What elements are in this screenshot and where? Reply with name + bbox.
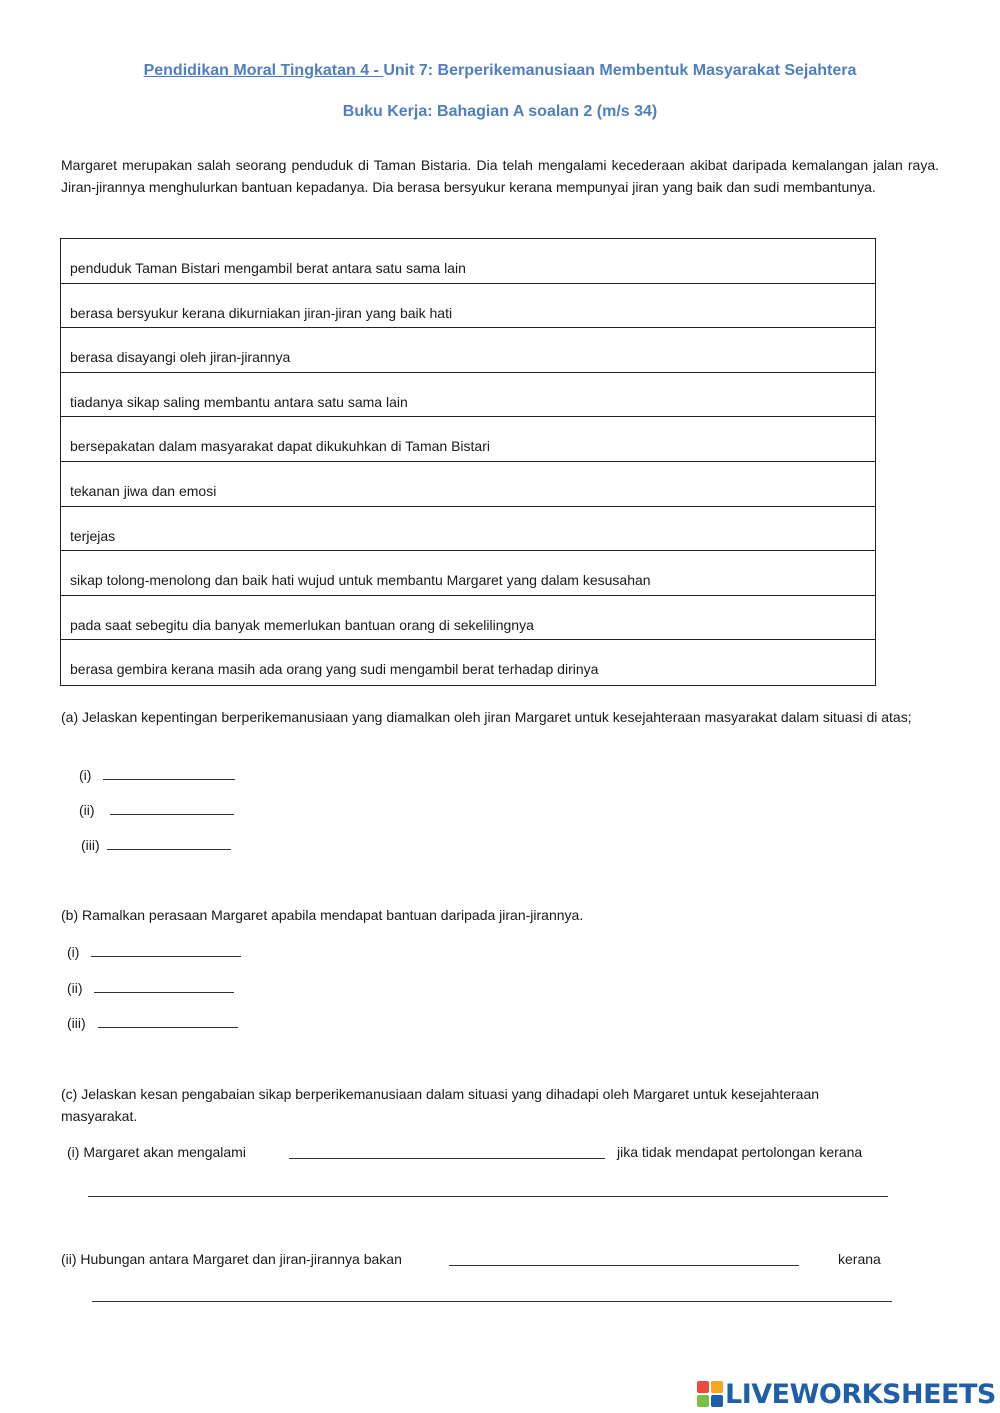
item-label: (i) xyxy=(67,944,80,960)
answer-blank-a2[interactable] xyxy=(110,800,234,815)
question-a-text: (a) Jelaskan kepentingan berperikemanusiaan yang diamalkan oleh jiran Margaret untuk kesejahteraan masyarakat dalam situasi di atas; xyxy=(61,709,912,725)
option-text: terjejas xyxy=(70,527,116,544)
option-text: tiadanya sikap saling membantu antara satu sama lain xyxy=(70,393,408,410)
item-label: (iii) xyxy=(81,837,100,853)
answer-blank-a3[interactable] xyxy=(107,835,231,850)
option-row[interactable] xyxy=(61,551,875,596)
option-text: pada saat sebegitu dia banyak memerlukan bantuan orang di sekelilingnya xyxy=(70,616,534,633)
answer-blank-c2-reason[interactable] xyxy=(92,1301,892,1302)
option-row[interactable] xyxy=(61,328,875,373)
liveworksheets-logo-icon xyxy=(697,1381,723,1407)
answer-blank-c1-reason[interactable] xyxy=(88,1196,888,1197)
question-c-part-1-end: jika tidak mendapat pertolongan kerana xyxy=(617,1144,863,1160)
option-row[interactable] xyxy=(61,507,875,552)
option-row[interactable] xyxy=(61,373,875,418)
answer-blank-c2[interactable] xyxy=(449,1265,799,1266)
item-label: (ii) xyxy=(79,802,95,818)
option-text: tekanan jiwa dan emosi xyxy=(70,482,217,499)
item-label: (i) xyxy=(79,767,92,783)
option-row[interactable] xyxy=(61,462,875,507)
answer-blank-c1[interactable] xyxy=(289,1158,605,1159)
title-subject: Pendidikan Moral Tingkatan 4 - xyxy=(143,62,384,79)
question-c-part-2-end: kerana xyxy=(838,1251,881,1267)
question-b-item-1 xyxy=(67,941,241,963)
answer-blank-b1[interactable] xyxy=(91,942,241,957)
option-text: bersepakatan dalam masyarakat dapat dikukuhkan di Taman Bistari xyxy=(70,438,490,455)
option-text: berasa gembira kerana masih ada orang yang sudi mengambil berat terhadap dirinya xyxy=(70,661,599,678)
answer-blank-a1[interactable] xyxy=(103,765,235,780)
question-a-item-2 xyxy=(79,799,234,821)
option-row[interactable] xyxy=(61,640,875,685)
item-label: (ii) xyxy=(67,980,83,996)
options-table xyxy=(60,238,876,686)
question-c-part-1-start: (i) Margaret akan mengalami xyxy=(67,1144,246,1160)
answer-blank-b3[interactable] xyxy=(98,1013,238,1028)
worksheet-subtitle: Buku Kerja: Bahagian A soalan 2 (m/s 34) xyxy=(342,103,658,120)
question-a-item-1 xyxy=(79,764,235,786)
liveworksheets-logo xyxy=(697,1378,996,1410)
option-text: penduduk Taman Bistari mengambil berat antara satu sama lain xyxy=(70,260,466,276)
option-row[interactable] xyxy=(61,239,875,284)
option-text: berasa bersyukur kerana dikurniakan jiran-jiran yang baik hati xyxy=(70,304,453,321)
question-b-text: (b) Ramalkan perasaan Margaret apabila mendapat bantuan daripada jiran-jirannya. xyxy=(61,907,584,923)
item-label: (iii) xyxy=(67,1015,86,1031)
option-row[interactable] xyxy=(61,284,875,329)
question-b-item-2 xyxy=(67,977,234,999)
option-row[interactable] xyxy=(61,417,875,462)
question-c-text: (c) Jelaskan kesan pengabaian sikap berperikemanusiaan dalam situasi yang dihadapi oleh Margaret untuk kesejahteraan masyarakat. xyxy=(61,1086,820,1124)
worksheet-title xyxy=(0,62,1000,80)
question-b-item-3 xyxy=(67,1012,238,1034)
option-text: sikap tolong-menolong dan baik hati wujud untuk membantu Margaret yang dalam kesusahan xyxy=(70,572,651,589)
logo-text: LIVEWORKSHEETS xyxy=(725,1378,996,1410)
option-text: berasa disayangi oleh jiran-jirannya xyxy=(70,349,291,366)
option-row[interactable] xyxy=(61,596,875,641)
answer-blank-b2[interactable] xyxy=(94,978,234,993)
question-a-item-3 xyxy=(81,834,231,856)
title-unit: Unit 7: Berperikemanusiaan Membentuk Masyarakat Sejahtera xyxy=(383,62,857,79)
question-c-part-2-start: (ii) Hubungan antara Margaret dan jiran-jirannya bakan xyxy=(61,1251,402,1267)
intro-passage: Margaret merupakan salah seorang penduduk di Taman Bistaria. Dia telah mengalami kecederaan akibat daripada kemalangan jalan raya. Jiran-jirannya menghulurkan bantuan kepadanya. Dia berasa bersyukur kerana mempunyai jiran yang baik dan sudi membantunya. xyxy=(61,157,939,195)
